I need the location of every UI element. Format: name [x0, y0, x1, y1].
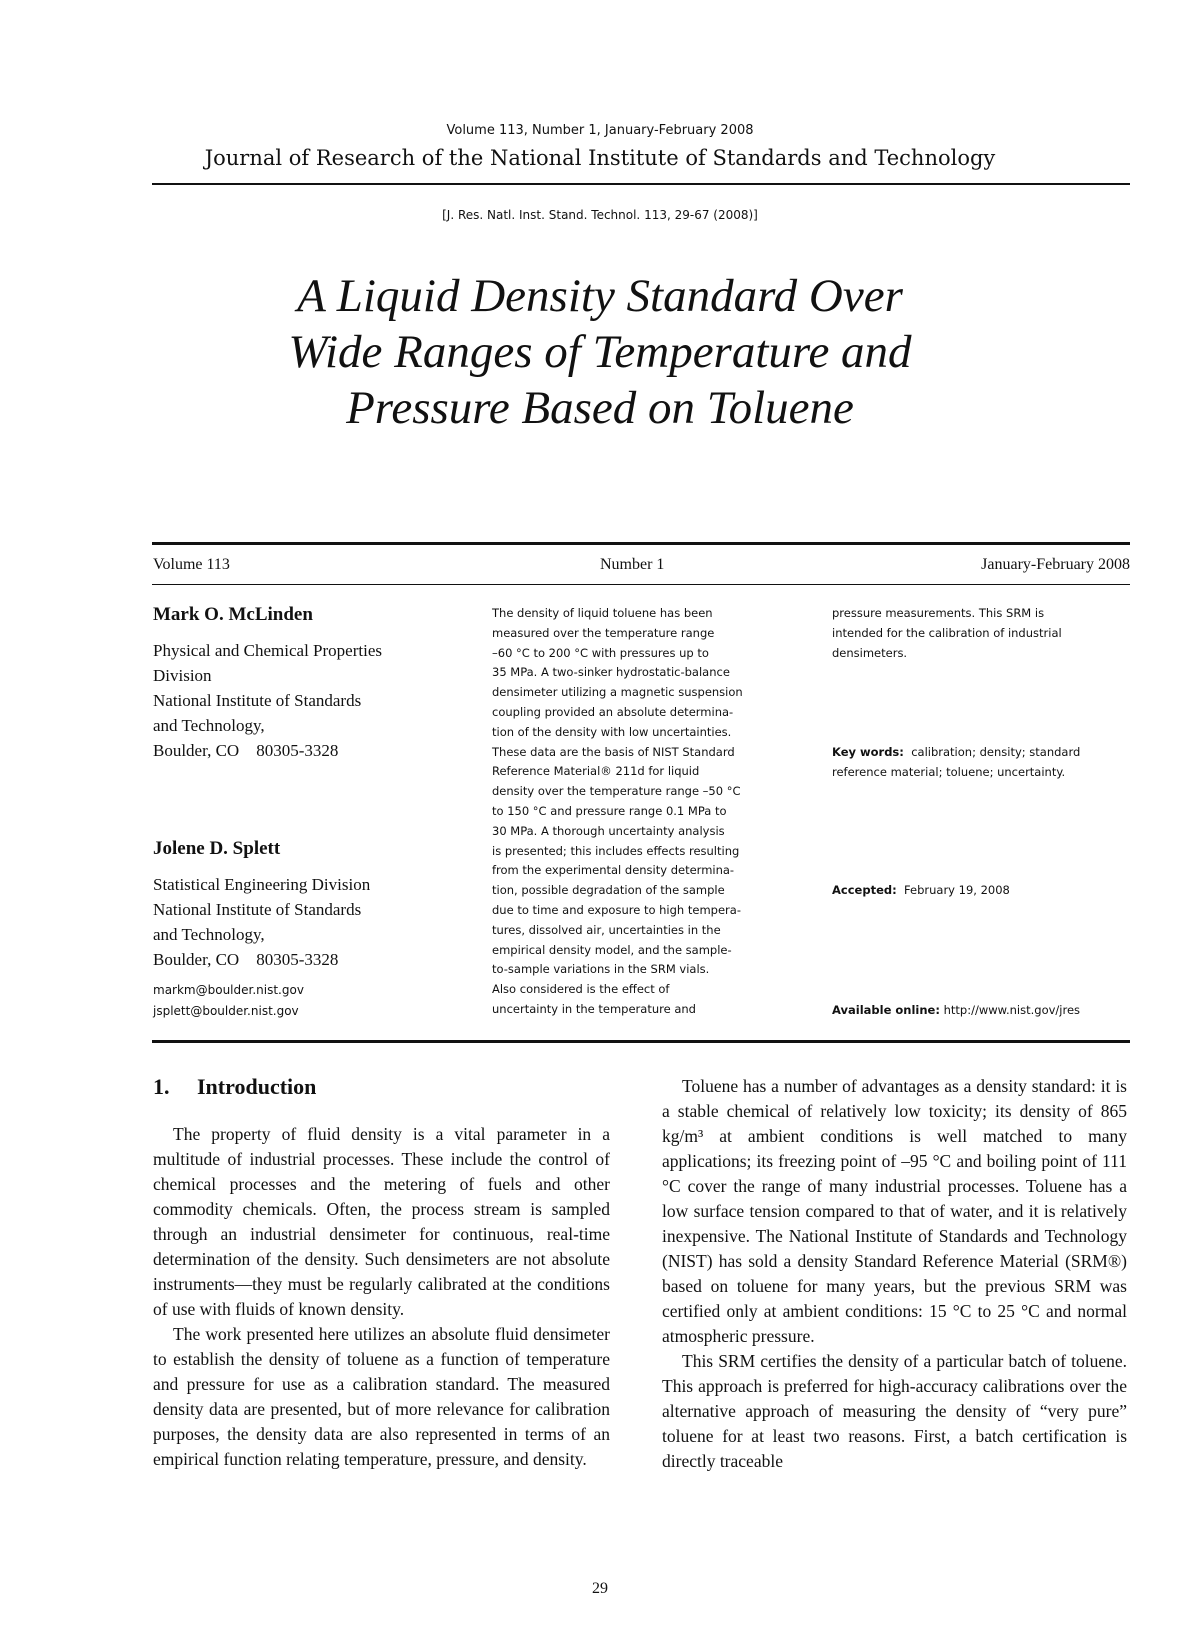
abstract	[492, 604, 802, 1020]
author-block-1	[153, 604, 453, 763]
accepted-label: Accepted:	[832, 883, 897, 897]
affiliation-line: and Technology,	[153, 716, 265, 735]
keywords-text: calibration; density; standard	[911, 745, 1081, 759]
abstract-line: to-sample variations in the SRM vials.	[492, 962, 710, 977]
citation-line: [J. Res. Natl. Inst. Stand. Technol. 113, 29-67 (2008)]	[442, 208, 758, 222]
email-link[interactable]: jsplett@boulder.nist.gov	[153, 1004, 299, 1018]
affiliation-line: Division	[153, 666, 212, 685]
section-heading	[153, 1074, 316, 1100]
issue-date: January-February 2008	[981, 556, 1130, 573]
abstract-line: uncertainty in the temperature and	[492, 1001, 696, 1016]
affiliation-line: Statistical Engineering Division	[153, 875, 371, 894]
author-name: Mark O. McLinden	[153, 604, 313, 625]
abstract-line: tures, dissolved air, uncertainties in the	[492, 922, 721, 937]
body-paragraph: The work presented here utilizes an absolute fluid densimeter to establish the density of toluene as a function of temperature and pressure for use as a calibration standard. The measured density data are presented, but of more relevance for calibration purposes, the density data are also represented in terms of an empirical function relating temperature, pressure, and density.	[153, 1324, 610, 1469]
body-paragraph: Toluene has a number of advantages as a density standard: it is a stable chemical of relatively low toxicity; its density of 865 kg/m³ at ambient conditions is well matched to many applications; its freezing point of –95 °C and boiling point of 111 °C cover the range of many industrial processes. Toluene has a low surface tension compared to that of water, and it is relatively inexpensive. The National Institute of Standards and Technology (NIST) has sold a density Standard Reference Material (SRM®) based on toluene for many years, but the previous SRM was certified only at ambient conditions: 15 °C to 25 °C and normal atmospheric pressure.	[662, 1076, 1127, 1346]
abstract-line: from the experimental density determina-	[492, 863, 735, 878]
available-online	[832, 1001, 1132, 1021]
abstract-line: coupling provided an absolute determina-	[492, 704, 734, 719]
page-number: 29	[592, 1580, 608, 1597]
abstract-line: densimeter utilizing a magnetic suspension	[492, 685, 743, 700]
accepted-date	[832, 881, 1132, 901]
abstract-line: 35 MPa. A two-sinker hydrostatic-balance	[492, 665, 730, 680]
title-line: A Liquid Density Standard Over	[297, 270, 903, 322]
affiliation-line: National Institute of Standards	[153, 900, 362, 919]
abstract-continued	[832, 604, 1132, 663]
author-affiliation	[153, 638, 453, 763]
body-right-column	[662, 1074, 1127, 1474]
keywords-text: reference material; toluene; uncertainty.	[832, 764, 1066, 779]
author-name: Jolene D. Splett	[153, 838, 281, 859]
abstract-line: due to time and exposure to high tempera-	[492, 902, 741, 917]
abstract-line: intended for the calibration of industrial	[832, 625, 1062, 640]
affiliation-line: and Technology,	[153, 925, 265, 944]
body-paragraph: This SRM certifies the density of a particular batch of toluene. This approach is preferred for high-accuracy calibrations over the alternative approach of measuring the density of “very pure” toluene for at least two reasons. First, a batch certification is directly traceable	[662, 1351, 1127, 1471]
title-line: Pressure Based on Toluene	[346, 382, 854, 434]
email-link[interactable]: markm@boulder.nist.gov	[153, 983, 304, 997]
author-emails	[153, 980, 304, 1022]
journal-name: Journal of Research of the National Institute of Standards and Technology	[204, 146, 996, 170]
abstract-line: tion, possible degradation of the sample	[492, 883, 725, 898]
abstract-line: density over the temperature range –50 °C	[492, 784, 741, 799]
author-block-2	[153, 838, 453, 972]
body-left-column	[153, 1122, 610, 1472]
keywords-label: Key words:	[832, 745, 904, 759]
abstract-line: 30 MPa. A thorough uncertainty analysis	[492, 823, 725, 838]
abstract-line: tion of the density with low uncertainties.	[492, 724, 732, 739]
abstract-line: The density of liquid toluene has been	[492, 606, 713, 620]
issue-bar-bottom-rule	[152, 584, 1130, 585]
affiliation-line: Physical and Chemical Properties	[153, 641, 382, 660]
issue-bar-top-rule	[152, 542, 1130, 545]
article-title	[0, 268, 1200, 436]
title-line: Wide Ranges of Temperature and	[288, 326, 912, 378]
front-matter-bottom-rule	[152, 1040, 1130, 1043]
author-affiliation	[153, 872, 453, 972]
abstract-line: These data are the basis of NIST Standard	[492, 744, 735, 759]
issue-volume: Volume 113	[153, 556, 230, 573]
available-label: Available online:	[832, 1003, 940, 1017]
jres-url-link[interactable]: http://www.nist.gov/jres	[943, 1003, 1081, 1017]
journal-volume-line: Volume 113, Number 1, January-February 2008	[446, 123, 754, 138]
abstract-line: –60 °C to 200 °C with pressures up to	[492, 645, 709, 660]
section-number: 1.	[153, 1074, 170, 1099]
affiliation-line: Boulder, CO 80305-3328	[153, 741, 339, 760]
affiliation-line: National Institute of Standards	[153, 691, 362, 710]
body-paragraph: The property of fluid density is a vital parameter in a multitude of industrial processes. These include the control of chemical processes and the metering of fuels and other commodity chemicals. Often, the process stream is sampled through an industrial densimeter for continuous, real-time determination of the density. Such densimeters are not absolute instruments—they must be regularly calibrated at the conditions of use with fluids of known density.	[153, 1124, 610, 1319]
section-title: Introduction	[197, 1074, 317, 1099]
abstract-line: is presented; this includes effects resulting	[492, 843, 740, 858]
abstract-line: to 150 °C and pressure range 0.1 MPa to	[492, 803, 727, 818]
keywords	[832, 743, 1142, 783]
affiliation-line: Boulder, CO 80305-3328	[153, 950, 339, 969]
abstract-line: empirical density model, and the sample-	[492, 942, 732, 957]
abstract-line: Reference Material® 211d for liquid	[492, 764, 700, 779]
issue-number: Number 1	[600, 556, 665, 573]
abstract-line: densimeters.	[832, 645, 908, 660]
header-rule	[152, 183, 1130, 185]
abstract-line: Also considered is the effect of	[492, 982, 670, 997]
abstract-line: pressure measurements. This SRM is	[832, 606, 1045, 620]
accepted-value: February 19, 2008	[904, 883, 1010, 897]
abstract-line: measured over the temperature range	[492, 625, 715, 640]
